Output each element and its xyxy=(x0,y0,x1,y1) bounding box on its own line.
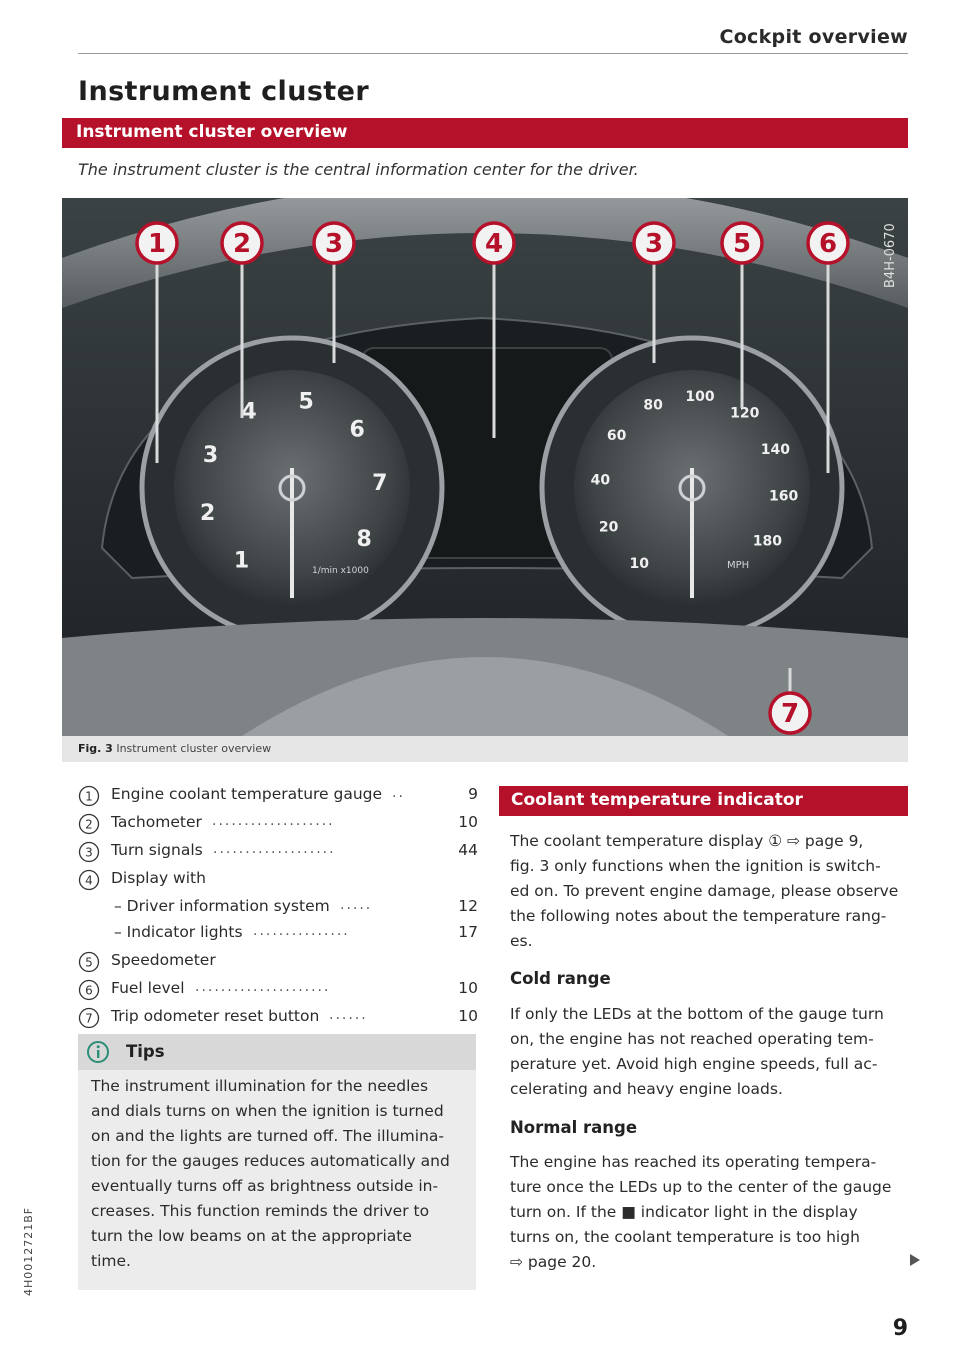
legend-label: – Indicator lights xyxy=(114,923,243,941)
callout-number-icon xyxy=(78,1007,100,1029)
gauge-number: 4 xyxy=(241,399,257,425)
tips-line: The instrument illumination for the needles xyxy=(91,1077,429,1095)
gauge-number: 6 xyxy=(349,417,365,443)
svg-text:3: 3 xyxy=(644,229,664,259)
svg-text:1: 1 xyxy=(147,229,167,259)
svg-text:5: 5 xyxy=(85,955,93,970)
legend-page: 9 xyxy=(468,785,478,803)
gauge-number: 140 xyxy=(760,441,791,458)
tips-line: and dials turns on when the ignition is turned xyxy=(91,1102,444,1120)
legend-page: 10 xyxy=(458,1007,478,1025)
legend-item xyxy=(78,979,478,1005)
cold-range-paragraph xyxy=(510,1002,884,1102)
legend-label: Trip odometer reset button xyxy=(111,1007,320,1025)
paragraph-line: The coolant temperature display ① ⇨ page 9, xyxy=(510,832,864,850)
page-number: 9 xyxy=(892,1316,908,1341)
gauge-number: 5 xyxy=(298,389,314,415)
tips-line: time. xyxy=(91,1252,131,1270)
section-bar-title: Instrument cluster overview xyxy=(76,122,348,142)
leader-dots: ..................... xyxy=(195,979,331,995)
svg-text:3: 3 xyxy=(324,229,344,259)
paragraph-line: The engine has reached its operating tempera- xyxy=(510,1153,877,1171)
gauge-number: 160 xyxy=(768,488,799,505)
svg-text:3: 3 xyxy=(85,845,93,860)
legend-item xyxy=(78,897,478,923)
svg-text:2: 2 xyxy=(232,229,252,259)
legend-label: Engine coolant temperature gauge xyxy=(111,785,383,803)
callout-number-icon xyxy=(78,951,100,973)
coolant-section-title: Coolant temperature indicator xyxy=(511,790,803,810)
svg-text:7: 7 xyxy=(85,1011,93,1026)
legend-page: 17 xyxy=(458,923,478,941)
callout-number-icon xyxy=(78,813,100,835)
continue-arrow-icon xyxy=(910,1254,920,1266)
paragraph-line: the following notes about the temperature rang- xyxy=(510,907,887,925)
paragraph-line: fig. 3 only functions when the ignition is switch- xyxy=(510,857,881,875)
callout-number-icon xyxy=(78,841,100,863)
paragraph-line: celerating and heavy engine loads. xyxy=(510,1080,783,1098)
paragraph-line: turn on. If the ■ indicator light in the display xyxy=(510,1203,858,1221)
tips-body xyxy=(78,1070,476,1290)
legend-item xyxy=(78,785,478,811)
callout-number-icon xyxy=(78,785,100,807)
svg-text:4: 4 xyxy=(85,873,93,888)
legend-label: Fuel level xyxy=(111,979,185,997)
callout-5 xyxy=(722,223,762,263)
paragraph-line: on, the engine has not reached operating tem- xyxy=(510,1030,874,1048)
tips-line: eventually turns off as brightness outside in- xyxy=(91,1177,439,1195)
paragraph-line: ⇨ page 20. xyxy=(510,1253,597,1271)
tips-title: Tips xyxy=(126,1042,165,1061)
gauge-number: 60 xyxy=(606,427,627,444)
legend-item xyxy=(78,1007,478,1033)
figure-caption-label: Fig. 3 xyxy=(78,742,113,755)
callout-1 xyxy=(137,223,177,263)
legend-label: Display with xyxy=(111,869,206,887)
running-header: Cockpit overview xyxy=(719,26,908,48)
tips-line: turn the low beams on at the appropriate xyxy=(91,1227,412,1245)
legend-label: Speedometer xyxy=(111,951,216,969)
leader-dots: ................... xyxy=(213,841,336,857)
gauge-number: 80 xyxy=(643,397,663,414)
tachometer-unit: 1/min x1000 xyxy=(312,566,369,576)
coolant-section-bar xyxy=(499,786,908,816)
page-title: Instrument cluster xyxy=(78,76,370,107)
gauge-number: 40 xyxy=(590,472,611,489)
intro-text: The instrument cluster is the central information center for the driver. xyxy=(78,160,639,179)
speedometer-unit: MPH xyxy=(727,560,750,571)
callout-3 xyxy=(314,223,354,263)
svg-text:6: 6 xyxy=(818,229,838,259)
callout-3 xyxy=(634,223,674,263)
paragraph-line: ture once the LEDs up to the center of the gauge xyxy=(510,1178,892,1196)
legend-page: 12 xyxy=(458,897,478,915)
gauge-number: 120 xyxy=(730,405,760,422)
figure-caption xyxy=(78,742,271,755)
leader-dots: .. xyxy=(392,785,405,801)
paragraph-line: turns on, the coolant temperature is too high xyxy=(510,1228,860,1246)
legend-item xyxy=(78,951,478,977)
cluster-illustration xyxy=(62,198,908,736)
svg-text:6: 6 xyxy=(85,983,93,998)
legend-item xyxy=(78,923,478,949)
gauge-number: 3 xyxy=(202,443,219,469)
figure-code: B4H-0670 xyxy=(883,223,898,288)
normal-range-paragraph xyxy=(510,1150,891,1275)
callout-7 xyxy=(770,693,810,733)
cold-range-heading: Cold range xyxy=(510,969,611,988)
gauge-number: 7 xyxy=(372,470,388,496)
legend-page: 10 xyxy=(458,979,478,997)
legend-page: 10 xyxy=(458,813,478,831)
normal-range-heading: Normal range xyxy=(510,1118,638,1137)
svg-text:5: 5 xyxy=(732,229,752,259)
document-code: 4H0012721BF xyxy=(22,1206,35,1296)
legend-item xyxy=(78,813,478,839)
callout-2 xyxy=(222,223,262,263)
legend-label: Tachometer xyxy=(111,813,202,831)
gauge-number: 10 xyxy=(629,556,649,572)
gauge-number: 1 xyxy=(233,548,250,574)
tips-line: creases. This function reminds the driver to xyxy=(91,1202,430,1220)
gauge-number: 2 xyxy=(199,501,216,527)
info-icon xyxy=(86,1040,110,1064)
callout-4 xyxy=(474,223,514,263)
leader-dots: ..... xyxy=(340,897,373,913)
gauge-number: 180 xyxy=(752,533,783,550)
legend-page: 44 xyxy=(458,841,478,859)
callout-number-icon xyxy=(78,869,100,891)
callout-number-icon xyxy=(78,979,100,1001)
legend-label: Turn signals xyxy=(111,841,203,859)
paragraph-line: ed on. To prevent engine damage, please observe xyxy=(510,882,899,900)
section-bar xyxy=(62,118,908,148)
instrument-cluster-figure xyxy=(62,198,908,736)
legend-item xyxy=(78,869,478,895)
tips-text xyxy=(91,1074,450,1274)
callout-6 xyxy=(808,223,848,263)
coolant-intro-paragraph xyxy=(510,829,898,954)
figure-caption-text: Instrument cluster overview xyxy=(116,742,272,755)
tips-line: on and the lights are turned off. The illumina- xyxy=(91,1127,444,1145)
paragraph-line: If only the LEDs at the bottom of the gauge turn xyxy=(510,1005,884,1023)
leader-dots: ...... xyxy=(329,1007,368,1023)
gauge-number: 100 xyxy=(685,389,715,405)
gauge-number: 8 xyxy=(356,526,372,552)
paragraph-line: es. xyxy=(510,932,533,950)
gauge-number: 20 xyxy=(598,519,619,536)
header-rule xyxy=(78,53,908,54)
tips-line: tion for the gauges reduces automatically and xyxy=(91,1152,450,1170)
legend-label: – Driver information system xyxy=(114,897,330,915)
svg-text:1: 1 xyxy=(85,789,93,804)
paragraph-line: perature yet. Avoid high engine speeds, full ac- xyxy=(510,1055,878,1073)
leader-dots: ............... xyxy=(253,923,350,939)
leader-dots: ................... xyxy=(212,813,335,829)
svg-text:2: 2 xyxy=(85,817,93,832)
svg-text:7: 7 xyxy=(780,699,800,729)
svg-text:4: 4 xyxy=(484,229,504,259)
tips-header xyxy=(78,1034,476,1070)
legend-item xyxy=(78,841,478,867)
